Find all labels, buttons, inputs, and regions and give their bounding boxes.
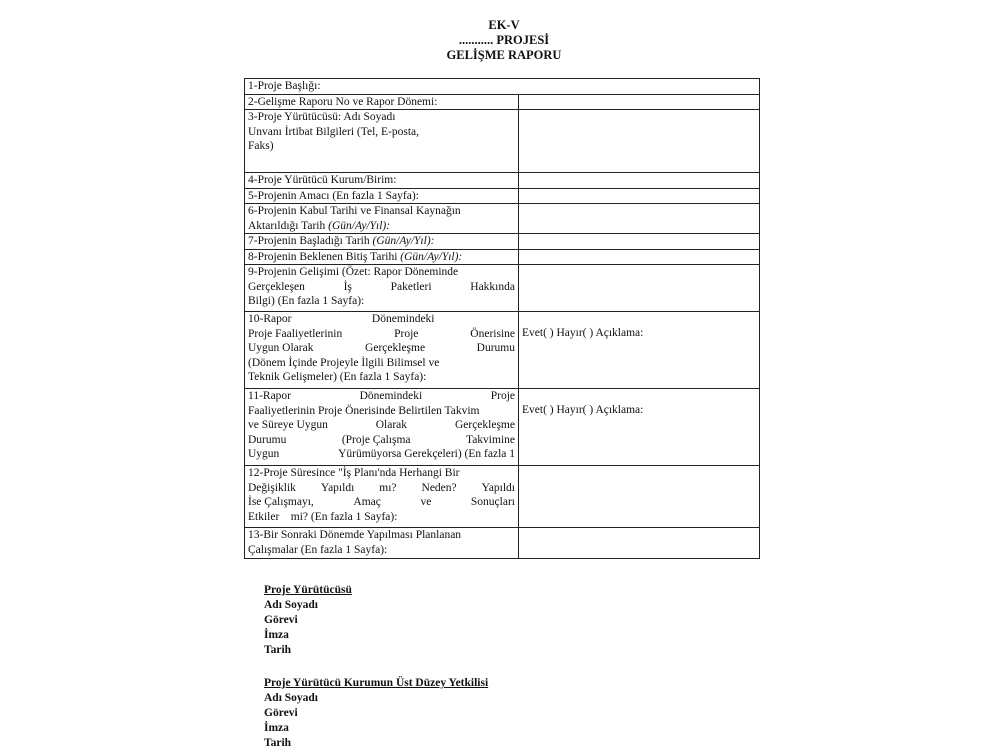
field-work-plan-changes[interactable] (519, 466, 760, 528)
signature-sign: İmza (264, 722, 289, 734)
row-compliance-schedule (245, 389, 760, 466)
field-start-date[interactable] (519, 234, 760, 250)
label-purpose: 5-Projenin Amacı (En fazla 1 Sayfa): (245, 188, 519, 204)
label-work-plan-changes: 12-Proje Süresince "İş Planı'nda Herhangi Bir Değişiklik Yapıldı mı? Neden? Yapıldı İse Çalışmayı, Amaç ve Sonuçları Etkiler mi? (En fazla 1 Sayfa): (245, 466, 519, 528)
signature-sign: İmza (264, 629, 289, 641)
signature-name: Adı Soyadı (264, 599, 319, 611)
signature-title: Proje Yürütücüsü (264, 584, 352, 596)
label-progress: 9-Projenin Gelişimi (Özet: Rapor Döneminde Gerçekleşen İş Paketleri Hakkında Bilgi) (En fazla 1 Sayfa): (245, 265, 519, 312)
field-institution[interactable] (519, 173, 760, 189)
field-acceptance-date[interactable] (519, 204, 760, 234)
field-project-title[interactable] (245, 79, 760, 95)
field-report-no[interactable] (519, 94, 760, 110)
field-end-date[interactable] (519, 249, 760, 265)
row-project-title (245, 79, 760, 95)
yes-no-explanation: Evet( ) Hayır( ) Açıklama: (522, 404, 644, 416)
label-end-date: 8-Projenin Beklenen Bitiş Tarihi (Gün/Ay/Yıl): (245, 249, 519, 265)
row-work-plan-changes (245, 466, 760, 528)
label-compliance-proposal: 10-Rapor Dönemindeki Proje Faaliyetlerinin Proje Önerisine Uygun Olarak Gerçekleşme Durumu (Dönem İçinde Projeyle İlgili Bilimsel ve Teknik Gelişmeler) (En fazla 1 Sayfa): (245, 312, 519, 389)
project-name-line: ........... PROJESİ (458, 33, 550, 47)
label-project-leader: 3-Proje Yürütücüsü: Adı Soyadı Unvanı İrtibat Bilgileri (Tel, E-posta, Faks) (245, 110, 519, 173)
row-next-period (245, 528, 760, 559)
document-header (0, 18, 1008, 63)
yes-no-explanation: Evet( ) Hayır( ) Açıklama: (522, 327, 644, 339)
row-purpose (245, 188, 760, 204)
row-compliance-proposal (245, 312, 760, 389)
label-next-period: 13-Bir Sonraki Dönemde Yapılması Planlanan Çalışmalar (En fazla 1 Sayfa): (245, 528, 519, 559)
row-project-leader (245, 110, 760, 173)
field-next-period[interactable] (519, 528, 760, 559)
label-report-no: 2-Gelişme Raporu No ve Rapor Dönemi: (245, 94, 519, 110)
report-title: GELİŞME RAPORU (446, 48, 562, 62)
row-institution (245, 173, 760, 189)
field-compliance-schedule[interactable] (519, 389, 760, 466)
field-project-leader[interactable] (519, 110, 760, 173)
label-compliance-schedule: 11-Rapor Dönemindeki Proje Faaliyetlerinin Proje Önerisinde Belirtilen Takvim ve Süreye Uygun Olarak Gerçekleşme Durumu (Proje Çalışma Takvimine Uygun Yürümüyorsa Gerekçeleri) (En fazla 1 (245, 389, 519, 466)
signature-date: Tarih (264, 737, 292, 749)
row-report-no (245, 94, 760, 110)
field-progress[interactable] (519, 265, 760, 312)
row-acceptance-date (245, 204, 760, 234)
annex-label: EK-V (488, 18, 520, 32)
signature-block-institution (264, 676, 488, 751)
row-end-date (245, 249, 760, 265)
label-institution: 4-Proje Yürütücü Kurum/Birim: (245, 173, 519, 189)
signature-block-leader (264, 583, 352, 658)
report-form-table (244, 78, 760, 559)
label-project-title: 1-Proje Başlığı: (248, 80, 321, 92)
field-compliance-proposal[interactable] (519, 312, 760, 389)
signature-name: Adı Soyadı (264, 692, 319, 704)
signature-date: Tarih (264, 644, 292, 656)
row-progress (245, 265, 760, 312)
signature-role: Görevi (264, 707, 298, 719)
field-purpose[interactable] (519, 188, 760, 204)
label-start-date: 7-Projenin Başladığı Tarih (Gün/Ay/Yıl): (245, 234, 519, 250)
label-acceptance-date: 6-Projenin Kabul Tarihi ve Finansal Kaynağın Aktarıldığı Tarih (Gün/Ay/Yıl): (245, 204, 519, 234)
row-start-date (245, 234, 760, 250)
signature-role: Görevi (264, 614, 298, 626)
signature-title: Proje Yürütücü Kurumun Üst Düzey Yetkilisi (264, 677, 489, 689)
